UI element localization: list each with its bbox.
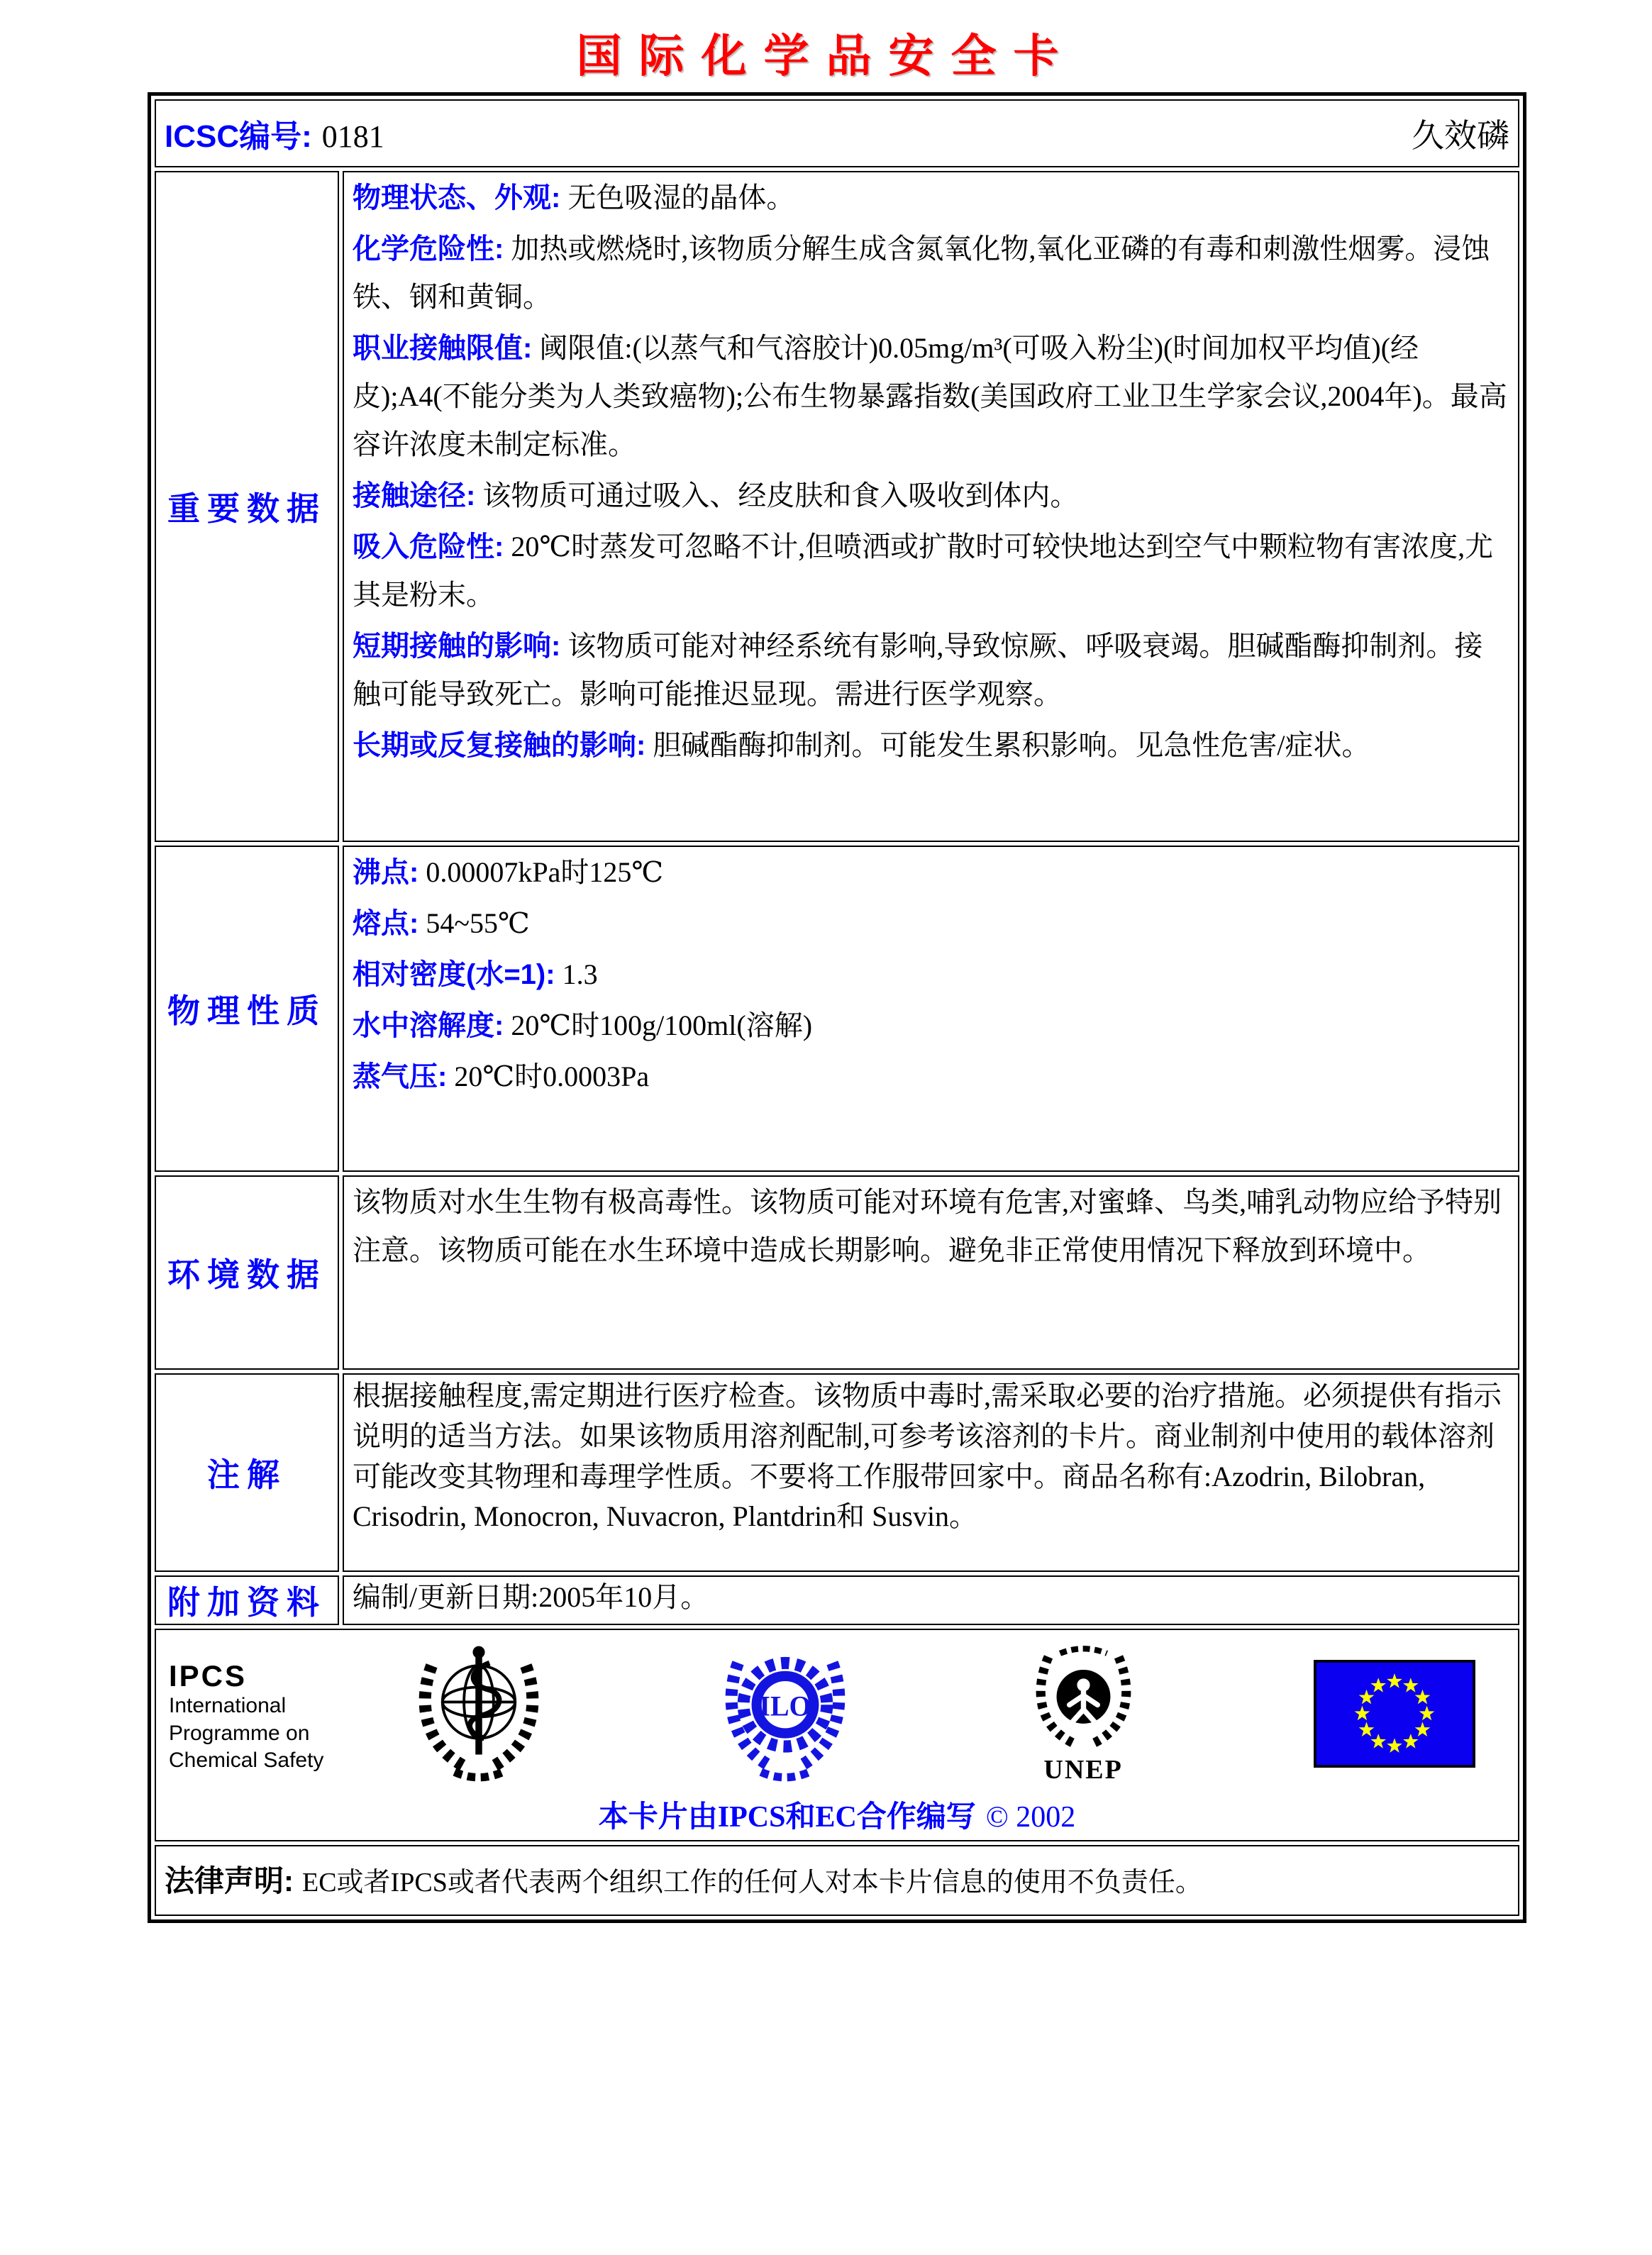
card-table (148, 92, 1526, 1923)
important-item-text: 该物质可能对神经系统有影响,导致惊厥、呼吸衰竭。胆碱酯酶抑制剂。接触可能导致死亡。影响可能推迟显现。需进行医学观察。 (353, 630, 1483, 710)
environment-data-label-cell (155, 1175, 339, 1370)
icsc-card (148, 92, 1526, 1923)
icsc-number-cell (155, 99, 1519, 167)
legal-label: 法律声明: (165, 1864, 294, 1897)
important-item (353, 472, 1509, 520)
important-data-content-cell (343, 171, 1519, 842)
caption-text: 本卡片由IPCS和EC合作编写 (598, 1801, 976, 1834)
important-item-label: 吸入危险性: (353, 531, 504, 563)
ipcs-line-1: International (169, 1694, 287, 1718)
unep-logo-text: UNEP (1043, 1754, 1123, 1785)
important-item-text: 加热或燃烧时,该物质分解生成含氮氧化物,氧化亚磷的有毒和刺激性烟雾。浸蚀铁、钢和黄铜。 (353, 233, 1490, 313)
legal-text: EC或者IPCS或者代表两个组织工作的任何人对本卡片信息的使用不负责任。 (302, 1868, 1202, 1897)
important-item-label: 职业接触限值: (353, 333, 533, 364)
caption-copyright: © 2002 (985, 1801, 1076, 1834)
physical-properties-label-cell (155, 846, 339, 1172)
important-data-label-cell (155, 171, 339, 842)
physical-item-text: 1.3 (562, 958, 598, 990)
physical-item-label: 熔点: (353, 908, 419, 939)
additional-info-row (155, 1575, 1519, 1625)
important-item-label: 长期或反复接触的影响: (353, 730, 646, 761)
notes-row-label: 注解 (207, 1456, 287, 1493)
notes-label-cell (155, 1373, 339, 1572)
physical-item-text: 0.00007kPa时125℃ (426, 856, 664, 888)
notes-content: 根据接触程度,需定期进行医疗检查。该物质中毒时,需采取必要的治疗措施。必须提供有指示说明的适当方法。如果该物质用溶剂配制,可参考该溶剂的卡片。商业制剂中使用的载体溶剂可能改变其物理和毒理学性质。不要将工作服带回家中。商品名称有:Azodrin, Bilobran, Crisodrin, Monocron, Nuvacron, Plantdrin和 Susvin。 (353, 1380, 1502, 1533)
physical-properties-content (353, 848, 1509, 1169)
legal-cell (155, 1845, 1519, 1916)
additional-info-content-cell (343, 1575, 1519, 1625)
physical-item-label: 沸点: (353, 857, 419, 888)
ipcs-acronym: IPCS (169, 1659, 248, 1692)
chemical-name: 久效磷 (1412, 118, 1509, 154)
environment-data-content-cell (343, 1175, 1519, 1370)
ilo-logo-icon (718, 1641, 853, 1787)
important-item-text: 无色吸湿的晶体。 (567, 182, 795, 214)
icsc-number-value: 0181 (321, 119, 384, 154)
ipcs-block (169, 1660, 323, 1774)
important-data-content (353, 174, 1509, 839)
physical-item-text: 54~55℃ (426, 907, 530, 939)
physical-item (353, 1002, 1509, 1050)
important-item-label: 物理状态、外观: (353, 182, 561, 214)
physical-properties-content-cell (343, 846, 1519, 1172)
important-item (353, 225, 1509, 321)
important-data-row-label: 重要数据 (167, 490, 326, 527)
icsc-number-row (155, 99, 1519, 167)
physical-item (353, 1053, 1509, 1101)
important-item (353, 721, 1509, 770)
who-logo-icon (411, 1641, 546, 1787)
notes-row (155, 1373, 1519, 1572)
physical-item-label: 蒸气压: (353, 1061, 448, 1092)
logos-row (155, 1629, 1519, 1841)
environment-data-row-label: 环境数据 (167, 1256, 326, 1293)
ilo-logo-text: ILO (759, 1689, 811, 1722)
page-title: 国际化学品安全卡 (576, 31, 1076, 82)
physical-properties-row-label: 物理性质 (167, 992, 326, 1029)
eu-flag-icon (1314, 1660, 1475, 1768)
important-item-text: 该物质可通过吸入、经皮肤和食入吸收到体内。 (482, 480, 1079, 511)
important-item (353, 622, 1509, 719)
physical-item-label: 水中溶解度: (353, 1010, 504, 1041)
important-item (353, 174, 1509, 222)
physical-properties-row (155, 846, 1519, 1172)
card-caption (156, 1793, 1518, 1836)
important-item-text: 胆碱酯酶抑制剂。可能发生累积影响。见急性危害/症状。 (653, 729, 1370, 761)
important-item (353, 523, 1509, 619)
physical-item (353, 951, 1509, 999)
important-item-text: 20℃时蒸发可忽略不计,但喷洒或扩散时可较快地达到空气中颗粒物有害浓度,尤其是粉末。 (353, 531, 1494, 611)
physical-item-text: 20℃时100g/100ml(溶解) (511, 1009, 813, 1041)
ipcs-line-2: Programme on (169, 1721, 310, 1745)
important-item-label: 化学危险性: (353, 233, 504, 265)
additional-info-row-label: 附加资料 (167, 1584, 326, 1621)
environment-data-row (155, 1175, 1519, 1370)
important-data-row (155, 171, 1519, 842)
important-item-label: 接触途径: (353, 480, 476, 511)
additional-info-content: 编制/更新日期:2005年10月。 (353, 1581, 709, 1613)
physical-item (353, 848, 1509, 897)
logos-cell (155, 1629, 1519, 1841)
physical-item-text: 20℃时0.0003Pa (454, 1060, 650, 1092)
physical-item (353, 899, 1509, 948)
icsc-number-group (165, 111, 384, 156)
icsc-number-label: ICSC编号: (165, 119, 312, 154)
physical-item-label: 相对密度(水=1): (353, 959, 555, 990)
organization-logos (411, 1639, 1475, 1789)
ipcs-line-3: Chemical Safety (169, 1748, 324, 1772)
important-item (353, 324, 1509, 469)
important-item-label: 短期接触的影响: (353, 631, 561, 662)
unep-logo-icon (1025, 1643, 1142, 1785)
notes-content-cell (343, 1373, 1519, 1572)
important-item-text: 阈限值:(以蒸气和气溶胶计)0.05mg/m³(可吸入粉尘)(时间加权平均值)(经皮);A4(不能分类为人类致癌物);公布生物暴露指数(美国政府工业卫生学家会议,2004年)。最高容许浓度未制定标准。 (353, 332, 1507, 460)
additional-info-label-cell (155, 1575, 339, 1625)
legal-row (155, 1845, 1519, 1916)
environment-data-content: 该物质对水生生物有极高毒性。该物质可能对环境有危害,对蜜蜂、鸟类,哺乳动物应给予特别注意。该物质可能在水生环境中造成长期影响。避免非正常使用情况下释放到环境中。 (353, 1186, 1502, 1266)
